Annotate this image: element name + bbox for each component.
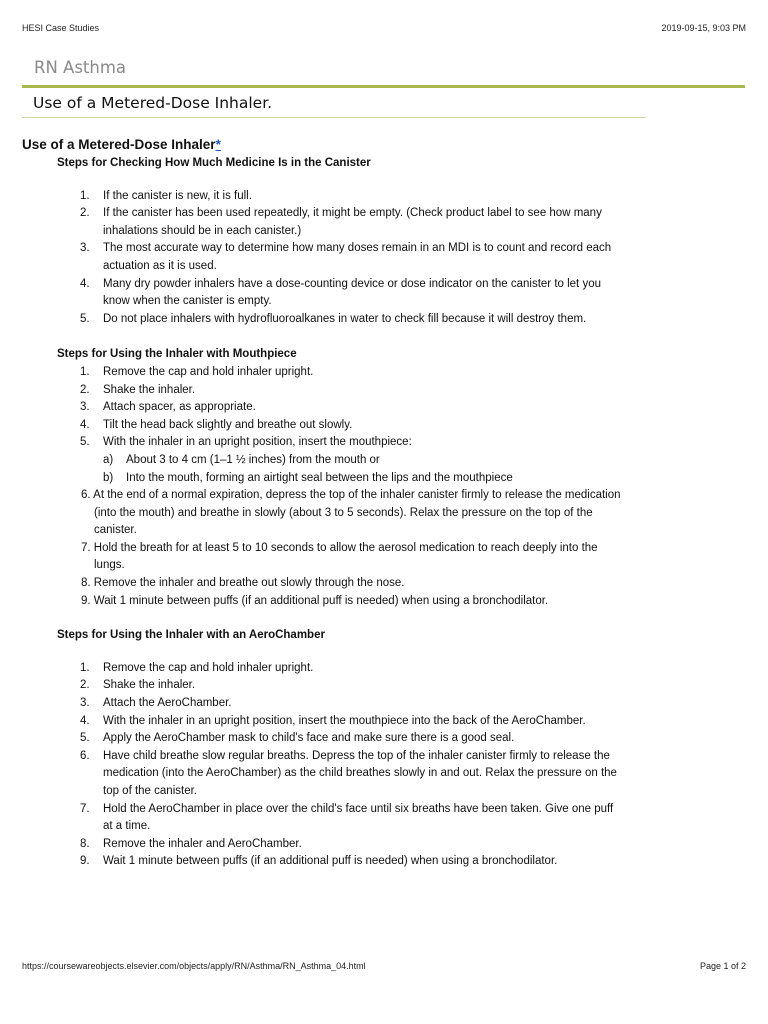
list-item [22, 205, 622, 240]
step-text: If the canister is new, it is full. [103, 189, 252, 202]
step-number: 4. [80, 277, 90, 290]
step-number: 4. [80, 418, 90, 431]
step-text: Shake the inhaler. [103, 383, 196, 396]
step-number: 2. [80, 679, 90, 692]
step-text: Remove the inhaler and AeroChamber. [103, 837, 302, 850]
list-item [22, 240, 622, 275]
list-item [22, 593, 622, 611]
step-number: 8. [81, 577, 91, 590]
list-item [22, 417, 622, 435]
step-text: Shake the inhaler. [103, 679, 196, 692]
step-number: 7. [81, 541, 91, 554]
list-item [22, 677, 622, 695]
list-item [22, 276, 622, 311]
step-text: Many dry powder inhalers have a dose-counting device or dose indicator on the canister to let you know when the canister is empty. [103, 277, 601, 308]
footnote-link[interactable]: * [215, 137, 221, 152]
sub-list-item [22, 452, 622, 470]
list-item [22, 311, 622, 329]
step-number: 2. [80, 207, 90, 220]
list-item [22, 853, 622, 871]
step-text: Attach the AeroChamber. [103, 697, 232, 710]
print-footer [22, 961, 746, 971]
step-text: Apply the AeroChamber mask to child's face and make sure there is a good seal. [103, 732, 515, 745]
step-number: 9. [80, 855, 90, 868]
steps-list-mouthpiece-continued [22, 487, 622, 610]
step-number: 5. [80, 436, 90, 449]
list-item [22, 713, 622, 731]
section-heading-canister: Steps for Checking How Much Medicine Is in the Canister [57, 157, 371, 169]
step-text: Tilt the head back slightly and breathe out slowly. [103, 418, 353, 431]
step-number: 8. [80, 837, 90, 850]
step-number: b) [103, 471, 114, 484]
list-item [22, 364, 622, 382]
list-item [22, 801, 622, 836]
page-number: Page 1 of 2 [699, 961, 746, 971]
list-item [22, 730, 622, 748]
document-body [22, 135, 622, 871]
list-item [22, 748, 622, 801]
step-number: 1. [80, 365, 90, 378]
step-number: 3. [80, 242, 90, 255]
sub-list-item [22, 470, 622, 488]
page-url: https://coursewareobjects.elsevier.com/objects/apply/RN/Asthma/RN_Asthma_04.html [22, 961, 366, 971]
steps-list-aerochamber [22, 660, 622, 871]
step-number: 1. [80, 661, 90, 674]
doc-title [22, 135, 622, 155]
list-item [22, 188, 622, 206]
step-text: Remove the cap and hold inhaler upright. [103, 365, 314, 378]
list-item [22, 487, 622, 540]
step-text: Wait 1 minute between puffs (if an additional puff is needed) when using a bronchodilator. [93, 594, 549, 607]
step-number: 4. [80, 714, 90, 727]
step-number: 5. [80, 312, 90, 325]
step-text: Have child breathe slow regular breaths. Depress the top of the inhaler canister firmly to release the medication (into the AeroChamber) as the child breathes slowly in and out. Relax the pressure on the top of the canister. [103, 749, 617, 797]
banner-divider [22, 85, 745, 88]
step-number: 1. [80, 189, 90, 202]
heading-divider [22, 117, 646, 118]
substeps-list-mouthpiece [22, 452, 622, 487]
step-number: 5. [80, 732, 90, 745]
step-number: 2. [80, 383, 90, 396]
list-item [22, 836, 622, 854]
doc-title-text: Use of a Metered-Dose Inhaler [22, 137, 216, 152]
step-number: 3. [80, 697, 90, 710]
step-number: 3. [80, 401, 90, 414]
step-number: a) [103, 453, 114, 466]
step-text: Wait 1 minute between puffs (if an additional puff is needed) when using a bronchodilator. [103, 855, 558, 868]
step-text: If the canister has been used repeatedly, it might be empty. (Check product label to see how many inhalations should be in each canister.) [103, 207, 602, 237]
section-heading-aerochamber: Steps for Using the Inhaler with an AeroChamber [57, 629, 325, 642]
print-header [22, 23, 746, 33]
list-item [22, 540, 622, 575]
print-header-title: HESI Case Studies [22, 23, 100, 33]
steps-list-mouthpiece [22, 364, 622, 452]
list-item [22, 382, 622, 400]
step-text: At the end of a normal expiration, depress the top of the inhaler canister firmly to release the medication (into the mouth) and breathe in slowly (about 3 to 5 seconds). Relax the pressure on the top of the canister. [93, 489, 621, 537]
step-text: Hold the AeroChamber in place over the child's face until six breaths have been taken. Give one puff at a time. [103, 802, 614, 833]
section-heading-mouthpiece: Steps for Using the Inhaler with Mouthpiece [57, 348, 297, 361]
step-number: 9. [81, 594, 91, 607]
step-text: About 3 to 4 cm (1–1 ½ inches) from the mouth or [126, 453, 380, 466]
step-number: 6. [80, 749, 90, 762]
step-text: Remove the inhaler and breathe out slowly through the nose. [93, 577, 405, 590]
page-banner: RN Asthma [34, 58, 127, 77]
list-item [22, 660, 622, 678]
list-item [22, 434, 622, 452]
step-text: Remove the cap and hold inhaler upright. [103, 661, 314, 674]
step-text: With the inhaler in an upright position, insert the mouthpiece into the back of the AeroChamber. [103, 714, 586, 727]
steps-list-canister [22, 188, 622, 329]
print-header-datetime: 2019-09-15, 9:03 PM [661, 23, 746, 33]
step-text: Do not place inhalers with hydrofluoroalkanes in water to check fill because it will destroy them. [103, 312, 587, 325]
page-heading: Use of a Metered-Dose Inhaler. [33, 94, 273, 112]
step-text: With the inhaler in an upright position, insert the mouthpiece: [103, 436, 412, 449]
step-text: The most accurate way to determine how many doses remain in an MDI is to count and record each actuation as it is used. [103, 242, 612, 272]
step-text: Attach spacer, as appropriate. [103, 401, 256, 414]
list-item [22, 695, 622, 713]
step-text: Into the mouth, forming an airtight seal between the lips and the mouthpiece [126, 471, 513, 484]
step-number: 7. [80, 802, 90, 815]
step-text: Hold the breath for at least 5 to 10 seconds to allow the aerosol medication to reach deeply into the lungs. [93, 541, 598, 572]
list-item [22, 575, 622, 593]
list-item [22, 399, 622, 417]
step-number: 6. [81, 489, 91, 502]
